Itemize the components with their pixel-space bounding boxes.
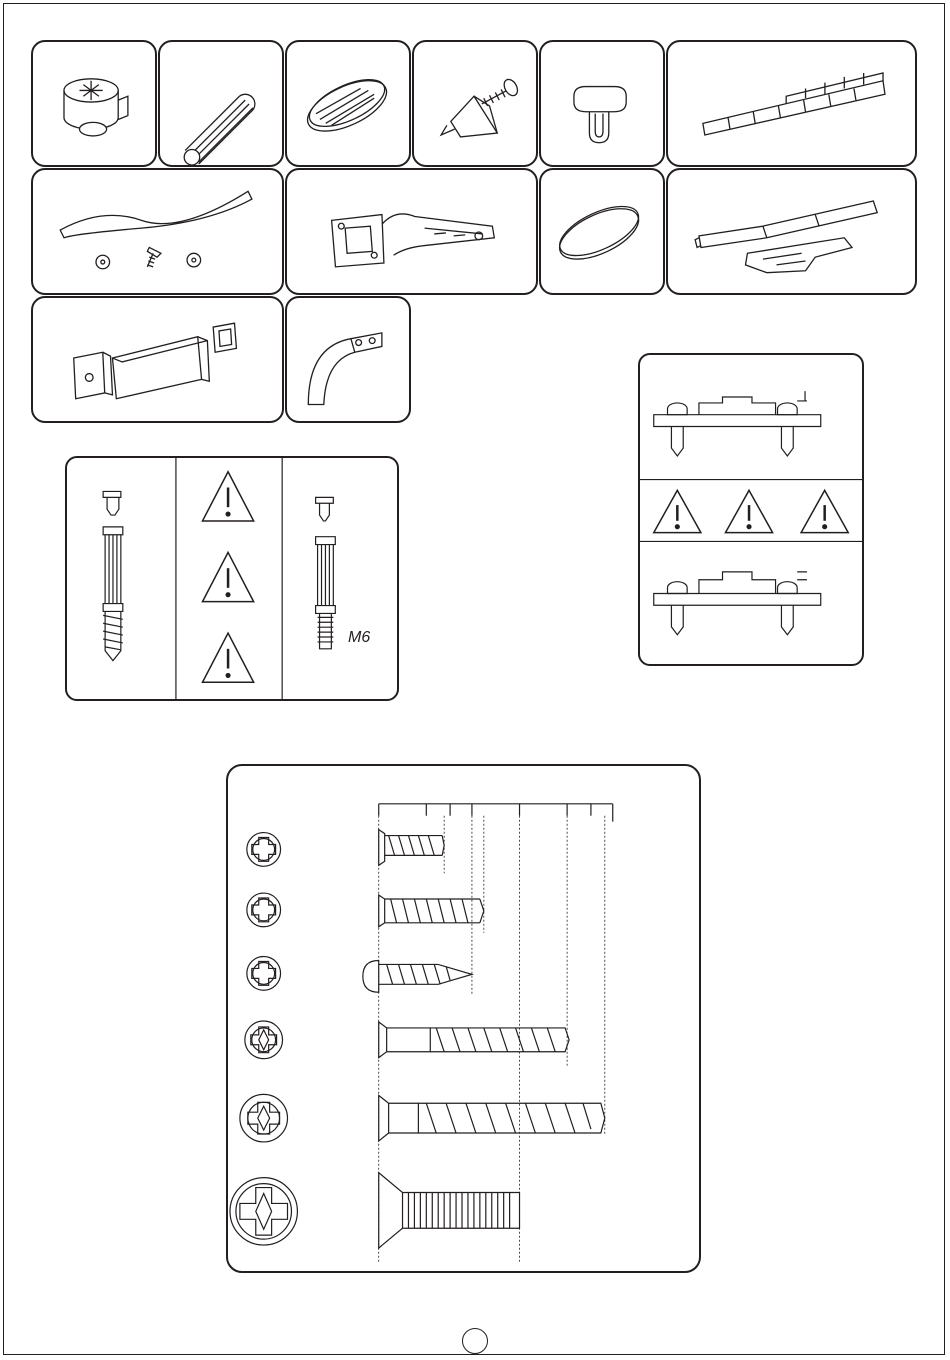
warning-triangle-icon-6 <box>801 490 848 532</box>
cam-bolt-panel <box>65 456 399 701</box>
page-number <box>462 1328 488 1354</box>
hinge-plate-top-icon <box>654 391 821 456</box>
square-leg-icon <box>33 298 282 421</box>
push-latch-icon <box>668 170 915 293</box>
cover-cap-tile <box>539 168 665 295</box>
shim-wedges-icon <box>668 42 915 165</box>
screw-gauge-panel <box>226 764 701 1273</box>
shelf-support-icon <box>541 42 663 165</box>
cover-cap-icon <box>541 170 663 293</box>
length-ruler <box>379 804 613 822</box>
screw-2-icon <box>247 893 484 927</box>
hinge-plate-bottom-icon <box>654 572 821 635</box>
cam-bolt-drawings <box>67 458 397 699</box>
screw-4-icon <box>245 1021 569 1059</box>
biscuit-tile <box>285 40 411 167</box>
handle-icon <box>33 170 282 293</box>
warning-triangle-icon-2 <box>202 552 253 601</box>
angle-bracket-icon <box>287 298 409 421</box>
warning-triangle-icon-5 <box>725 490 772 532</box>
warning-triangle-icon-3 <box>202 633 253 682</box>
handle-tile <box>31 168 284 295</box>
cam-lock-icon <box>33 42 155 165</box>
cam-bolt-wood-thread-icon <box>103 491 123 660</box>
hinge-plate-panel <box>638 353 864 666</box>
screw-gauge-drawings <box>228 766 699 1271</box>
screw-1-icon <box>247 830 444 867</box>
screw-5-icon <box>240 1094 605 1142</box>
thread-size-label: M6 <box>348 629 371 646</box>
screw-3-icon <box>247 957 472 993</box>
angle-bracket-tile <box>285 296 411 423</box>
cam-bolt-metric-thread-icon <box>316 497 336 648</box>
corner-bracket-screw-icon <box>414 42 536 165</box>
biscuit-icon <box>287 42 409 165</box>
shelf-support-tile <box>539 40 665 167</box>
wooden-dowel-icon <box>160 42 282 165</box>
corner-bracket-screw-tile <box>412 40 538 167</box>
warning-triangle-icon-4 <box>654 490 701 532</box>
hinge-tile <box>285 168 538 295</box>
warning-triangle-icon-1 <box>202 472 253 521</box>
hinge-plate-drawings <box>640 355 862 664</box>
cam-lock-tile <box>31 40 157 167</box>
shim-wedges-tile <box>666 40 917 167</box>
screw-6-icon <box>230 1173 520 1248</box>
square-leg-tile <box>31 296 284 423</box>
wooden-dowel-tile <box>158 40 284 167</box>
push-latch-tile <box>666 168 917 295</box>
hinge-icon <box>287 170 536 293</box>
